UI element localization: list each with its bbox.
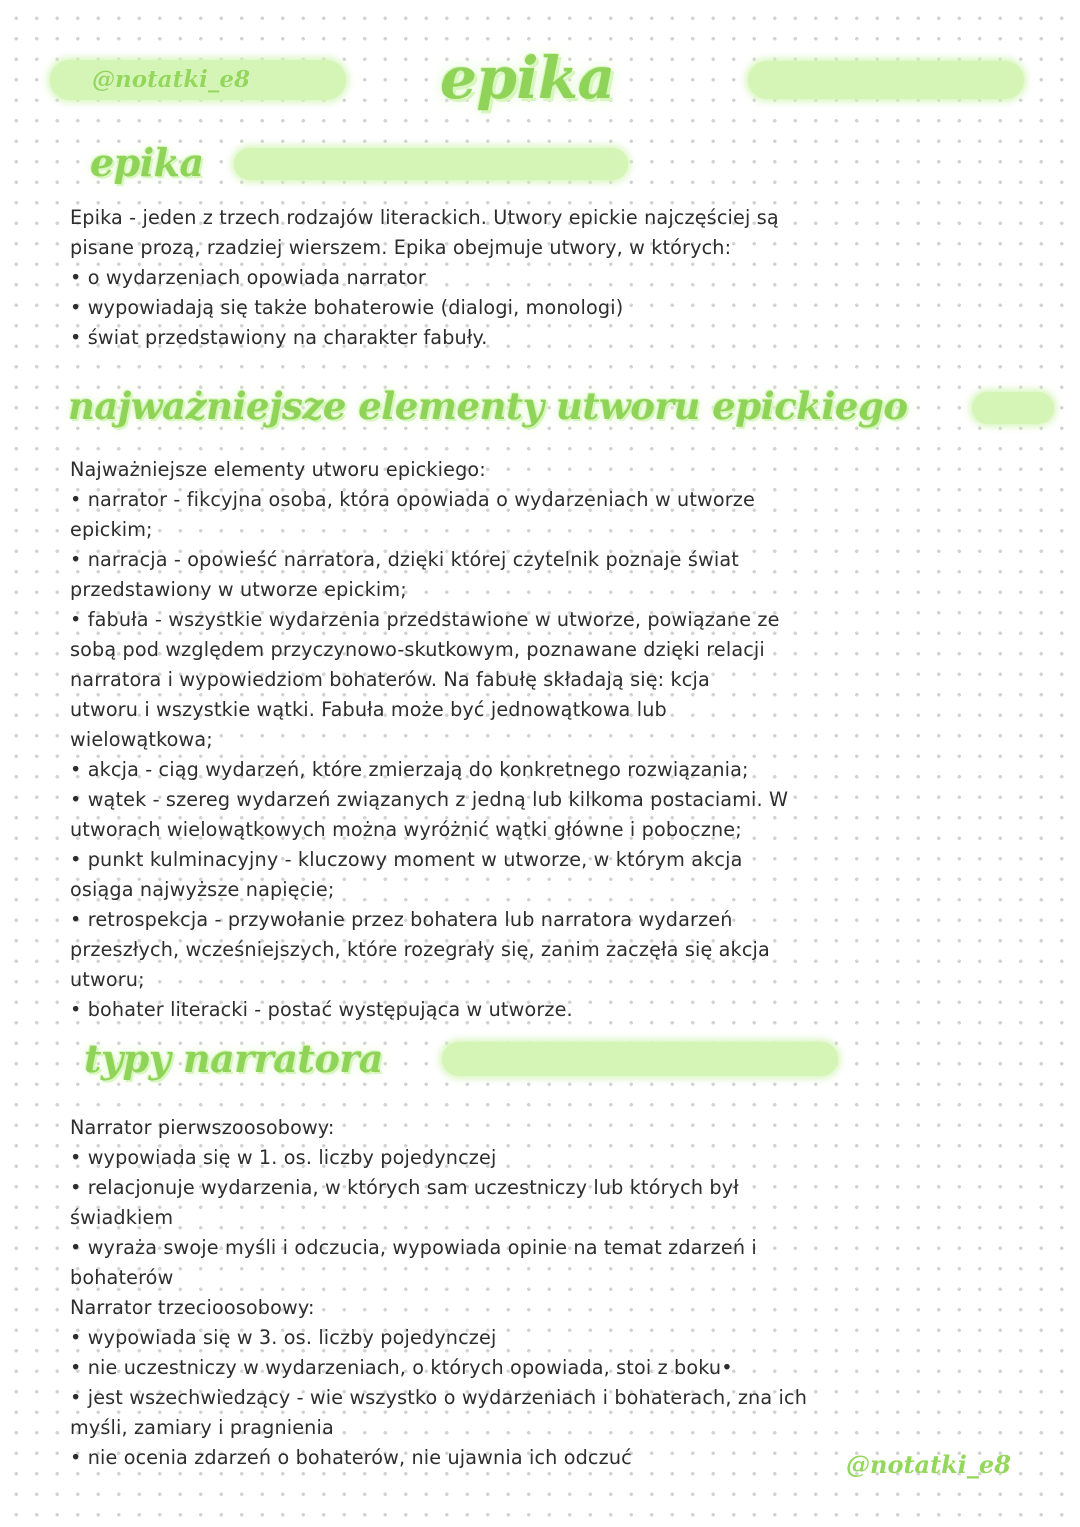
list-item: • o wydarzeniach opowiada narrator bbox=[70, 266, 426, 289]
text-line: pisane prozą, rzadziej wierszem. Epika obejmuje utwory, w których: bbox=[70, 236, 732, 259]
list-item: • jest wszechwiedzący - wie wszystko o wydarzeniach i bohaterach, zna ich bbox=[70, 1386, 808, 1409]
list-item: • punkt kulminacyjny - kluczowy moment w utworze, w którym akcja bbox=[70, 848, 743, 871]
list-item: • bohater literacki - postać występująca w utworze. bbox=[70, 998, 573, 1021]
author-handle: @notatki_e8 bbox=[92, 66, 251, 93]
highlight-bar-section-1 bbox=[234, 148, 628, 180]
text-line: Narrator trzecioosobowy: bbox=[70, 1296, 315, 1319]
text-line: Epika - jeden z trzech rodzajów literackich. Utwory epickie najczęściej są bbox=[70, 206, 779, 229]
text-line: sobą pod względem przyczynowo-skutkowym, poznawane dzięki relacji bbox=[70, 638, 765, 661]
list-item: • wątek - szereg wydarzeń związanych z jedną lub kilkoma postaciami. W bbox=[70, 788, 789, 811]
highlight-bar-section-3 bbox=[442, 1042, 838, 1076]
highlight-bar-header-right bbox=[748, 61, 1024, 99]
text-line: osiąga najwyższe napięcie; bbox=[70, 878, 335, 901]
list-item: • relacjonuje wydarzenia, w których sam uczestniczy lub których był bbox=[70, 1176, 739, 1199]
section-heading-elements: najważniejsze elementy utworu epickiego bbox=[68, 384, 908, 428]
text-line: utworu; bbox=[70, 968, 145, 991]
text-line: przeszłych, wcześniejszych, które rozegrały się, zanim zaczęła się akcja bbox=[70, 938, 770, 961]
section-body-narrator-types bbox=[70, 1113, 950, 1473]
text-line: narratora i wypowiedziom bohaterów. Na fabułę składają się: kcja bbox=[70, 668, 710, 691]
list-item: • nie uczestniczy w wydarzeniach, o których opowiada, stoi z boku• bbox=[70, 1356, 733, 1379]
section-heading-epika: epika bbox=[90, 140, 204, 185]
text-line: utworach wielowątkowych można wyróżnić wątki główne i poboczne; bbox=[70, 818, 742, 841]
list-item: • narrator - fikcyjna osoba, która opowiada o wydarzeniach w utworze bbox=[70, 488, 755, 511]
list-item: • retrospekcja - przywołanie przez bohatera lub narratora wydarzeń bbox=[70, 908, 733, 931]
list-item: • świat przedstawiony na charakter fabuły. bbox=[70, 326, 488, 349]
text-line: przedstawiony w utworze epickim; bbox=[70, 578, 407, 601]
page-title: epika bbox=[440, 44, 615, 112]
list-item: • fabuła - wszystkie wydarzenia przedstawione w utworze, powiązane ze bbox=[70, 608, 780, 631]
list-item: • wyraża swoje myśli i odczucia, wypowiada opinie na temat zdarzeń i bbox=[70, 1236, 757, 1259]
text-line: świadkiem bbox=[70, 1206, 174, 1229]
text-line: utworu i wszystkie wątki. Fabuła może być jednowątkowa lub bbox=[70, 698, 667, 721]
text-line: Najważniejsze elementy utworu epickiego: bbox=[70, 458, 486, 481]
text-line: Narrator pierwszoosobowy: bbox=[70, 1116, 335, 1139]
list-item: • akcja - ciąg wydarzeń, które zmierzają do konkretnego rozwiązania; bbox=[70, 758, 749, 781]
text-line: bohaterów bbox=[70, 1266, 174, 1289]
list-item: • wypowiada się w 1. os. liczby pojedynczej bbox=[70, 1146, 497, 1169]
section-body-elements bbox=[70, 455, 950, 1025]
section-heading-narrator-types: typy narratora bbox=[84, 1036, 383, 1081]
list-item: • narracja - opowieść narratora, dzięki której czytelnik poznaje świat bbox=[70, 548, 739, 571]
highlight-bar-section-2 bbox=[972, 392, 1054, 424]
list-item: • wypowiada się w 3. os. liczby pojedynczej bbox=[70, 1326, 497, 1349]
list-item: • wypowiadają się także bohaterowie (dialogi, monologi) bbox=[70, 296, 624, 319]
list-item: • nie ocenia zdarzeń o bohaterów, nie ujawnia ich odczuć bbox=[70, 1446, 632, 1469]
text-line: wielowątkowa; bbox=[70, 728, 213, 751]
text-line: epickim; bbox=[70, 518, 153, 541]
section-body-epika bbox=[70, 203, 950, 353]
footer-author-handle: @notatki_e8 bbox=[846, 1450, 1011, 1479]
text-line: myśli, zamiary i pragnienia bbox=[70, 1416, 334, 1439]
